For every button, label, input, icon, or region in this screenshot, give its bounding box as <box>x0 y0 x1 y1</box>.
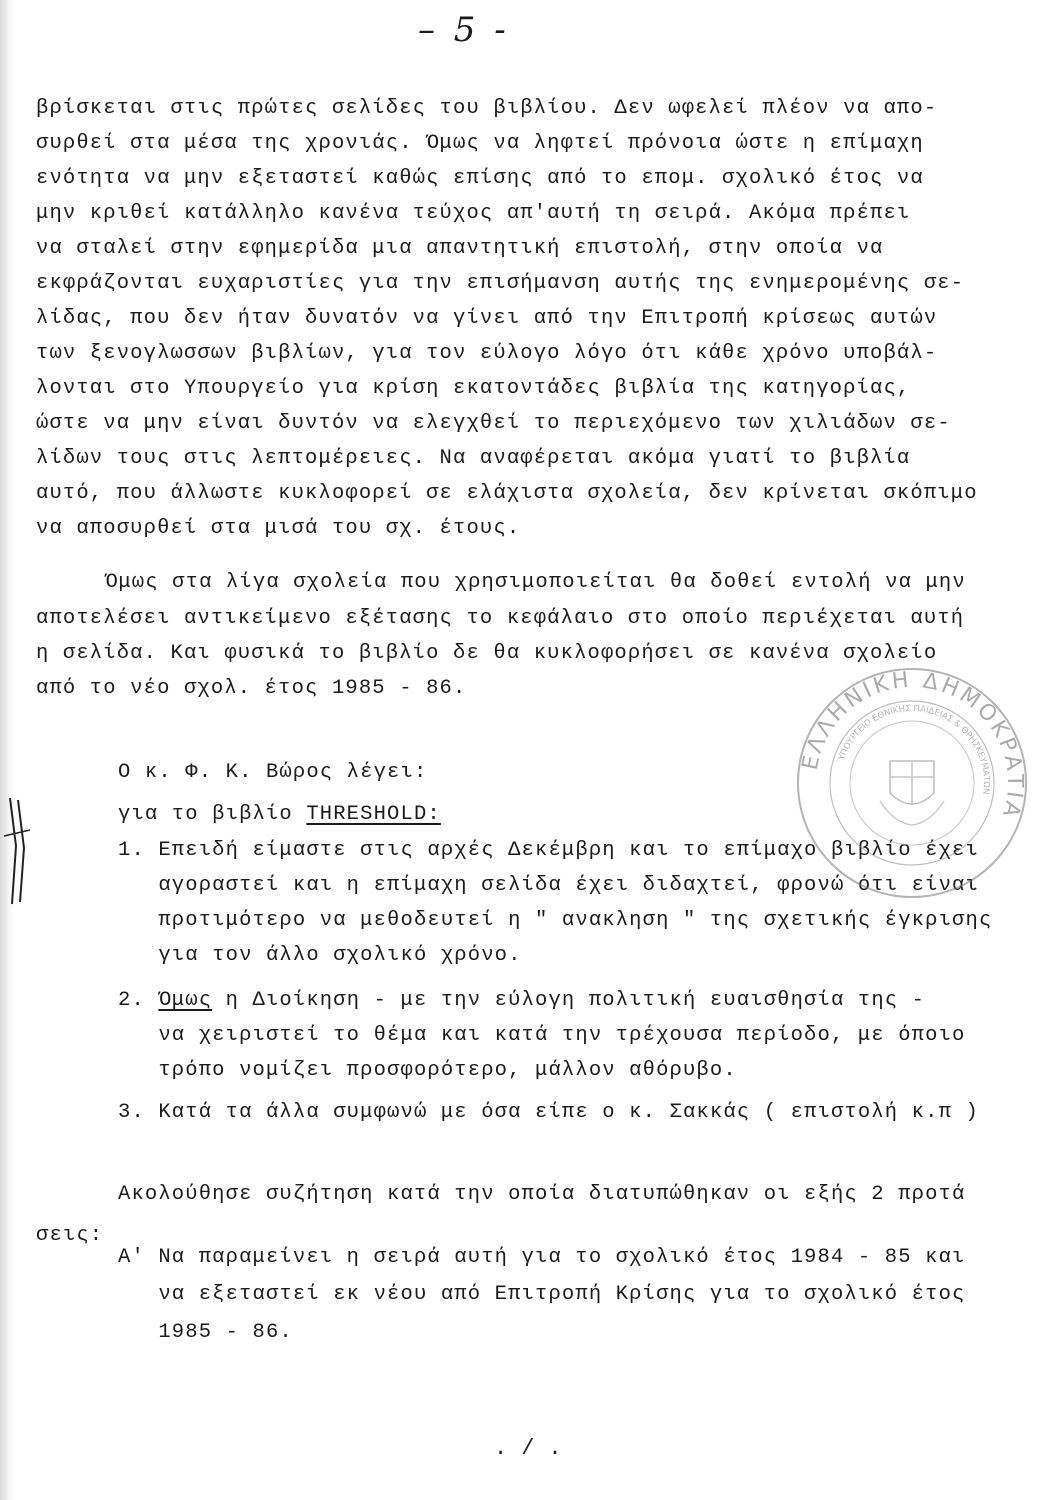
point-line <box>118 988 925 1014</box>
point-emphasis: Όμως <box>158 989 213 1012</box>
point-prefix: 2. <box>118 989 159 1012</box>
book-intro: για το βιβλίο <box>118 803 307 826</box>
continuation-mark: ./. <box>494 1436 576 1461</box>
paragraph-line: λονται στο Υπουργείο για κρίση εκατοντάδες βιβλία της κατηγορίας, <box>36 377 911 400</box>
proposal-line: να εξεταστεί εκ νέου από Επιτροπή Κρίσης για το σχολικό έτος <box>118 1283 966 1306</box>
margin-pen-mark <box>2 796 32 906</box>
point-text: η Διοίκηση - με την εύλογη πολιτική ευαισθησία της - <box>212 989 926 1012</box>
discussion-line: σεις: <box>36 1224 104 1247</box>
speaker-line: Ο κ. Φ. Κ. Βώρος λέγει: <box>118 761 428 784</box>
paragraph-line: εκφράζονται ευχαριστίες για την επισήμανση αυτής της ενημερομένης σε- <box>36 272 965 295</box>
paragraph-line: αποτελέσει αντικείμενο εξέτασης το κεφάλαιο στο οποίο περιέχεται αυτή <box>36 607 965 630</box>
paragraph-line: να σταλεί στην εφημερίδα μια απαντητική επιστολή, στην οποία να <box>36 237 884 260</box>
paragraph-line: συρθεί στα μέσα της χρονιάς. Όμως να ληφτεί πρόνοια ώστε η επίμαχη <box>36 132 924 155</box>
point-line: 3. Κατά τα άλλα συμφωνώ με όσα είπε ο κ. Σακκάς ( επιστολή κ.π ) <box>118 1101 979 1124</box>
point-line: για τον άλλο σχολικό χρόνο. <box>118 944 522 967</box>
book-line <box>118 802 441 828</box>
discussion-line: Ακολούθησε συζήτηση κατά την οποία διατυπώθηκαν οι εξής 2 προτά <box>118 1183 966 1206</box>
official-stamp <box>794 665 1030 901</box>
proposal-line: 1985 - 86. <box>118 1321 293 1344</box>
point-line: αγοραστεί και η επίμαχη σελίδα έχει διδαχτεί, φρονώ ότι είναι <box>118 874 979 897</box>
paragraph-line: να αποσυρθεί στα μισά του σχ. έτους. <box>36 517 521 540</box>
paragraph-line: βρίσκεται στις πρώτες σελίδες του βιβλίου. Δεν ωφελεί πλέον να απο- <box>36 97 938 120</box>
point-line: να χειριστεί το θέμα και κατά την τρέχουσα περίοδο, με όποιο <box>118 1024 966 1047</box>
paragraph-line: των ξενογλωσσων βιβλίων, για τον εύλογο λόγο ότι κάθε χρόνο υποβάλ- <box>36 342 938 365</box>
paragraph-line: λίδας, που δεν ήταν δυνατόν να γίνει από την Επιτροπή κρίσεως αυτών <box>36 307 938 330</box>
point-line: τρόπο νομίζει προσφορότερο, μάλλον αθόρυβο. <box>118 1059 737 1082</box>
paragraph-line: μην κριθεί κατάλληλο κανένα τεύχος απ'αυτή τη σειρά. Ακόμα πρέπει <box>36 202 911 225</box>
point-line: 1. Επειδή είμαστε στις αρχές Δεκέμβρη και το επίμαχο βιβλίο έχει <box>118 839 979 862</box>
paragraph-line: ώστε να μην είναι δυντόν να ελεγχθεί το περιεχόμενο των χιλιάδων σε- <box>36 412 951 435</box>
book-title: THRESHOLD: <box>306 803 441 826</box>
paragraph-line: ενότητα να μην εξεταστεί καθώς επίσης από το επομ. σχολικό έτος να <box>36 167 924 190</box>
paragraph-line: από το νέο σχολ. έτος 1985 - 86. <box>36 677 467 700</box>
proposal-line: Α' Να παραμείνει η σειρά αυτή για το σχολικό έτος 1984 - 85 και <box>118 1246 966 1269</box>
point-line: προτιμότερο να μεθοδευτεί η " ανακληση " της σχετικής έγκρισης <box>118 909 993 932</box>
page-number: – 5 - <box>418 10 510 50</box>
paragraph-line: λίδων τους στις λεπτομέρειες. Να αναφέρεται ακόμα γιατί το βιβλία <box>36 447 911 470</box>
paragraph-line: αυτό, που άλλωστε κυκλοφορεί σε ελάχιστα σχολεία, δεν κρίνεται σκόπιμο <box>36 482 978 505</box>
paragraph-line: η σελίδα. Και φυσικά το βιβλίο δε θα κυκλοφορήσει σε κανένα σχολείο <box>36 642 938 665</box>
stamp-outer-text: ΕΛΛΗΝΙΚΗ ΔΗΜΟΚΡΑΤΙΑ <box>797 667 1028 823</box>
stamp-inner-text: ΥΠΟΥΡΓΕΙΟ ΕΘΝΙΚΗΣ ΠΑΙΔΕΙΑΣ & ΘΡΗΣΚΕΥΜΑΤΩΝ <box>836 703 992 795</box>
page-fold-shadow <box>0 0 14 1500</box>
paragraph-line: Όμως στα λίγα σχολεία που χρησιμοποιείται θα δοθεί εντολή να μην <box>78 571 966 594</box>
